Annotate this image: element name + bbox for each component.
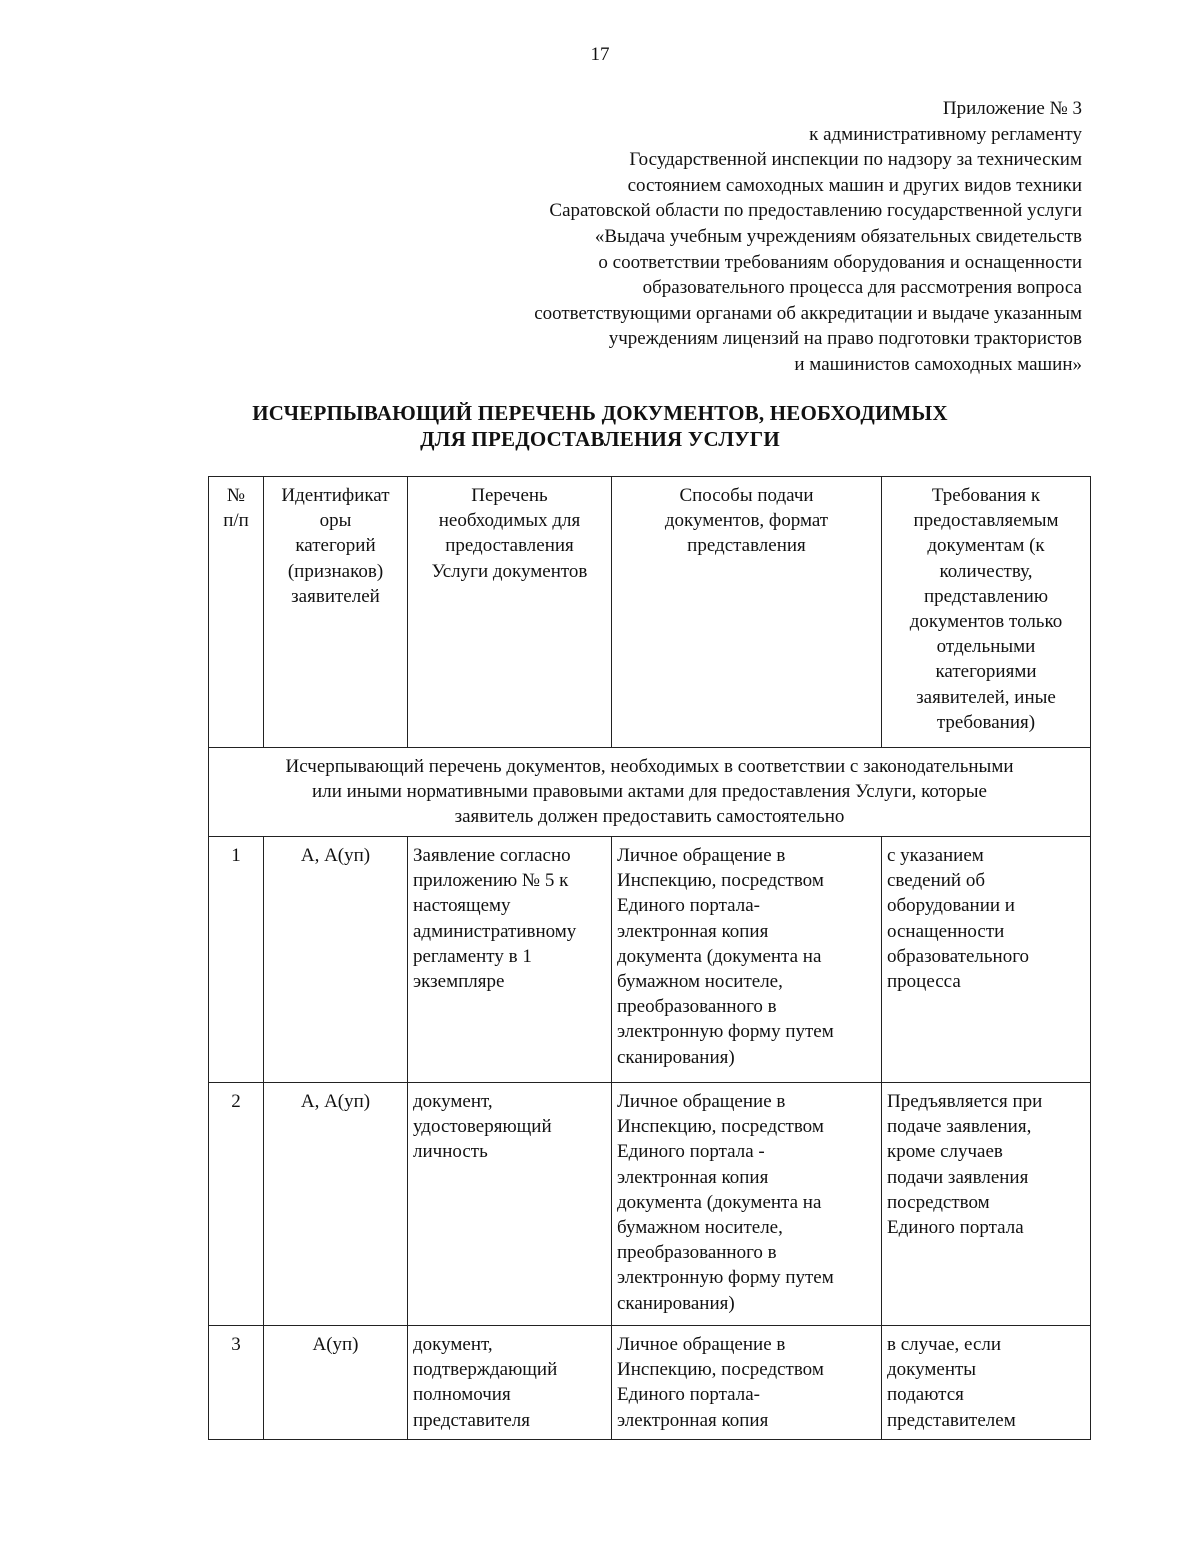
cell-category: А(уп) — [264, 1326, 408, 1440]
appendix-line: Саратовской области по предоставлению государственной услуги — [549, 200, 1082, 222]
cell-requirements: Предъявляется при подаче заявления, кроме случаев подачи заявления посредством Единого портала — [882, 1083, 1091, 1326]
page-number: 17 — [590, 44, 610, 65]
header-documents: Перечень необходимых для предоставления Услуги документов — [408, 477, 612, 748]
cell-number: 3 — [209, 1326, 264, 1440]
appendix-line: и машинистов самоходных машин» — [794, 353, 1082, 375]
table-row — [209, 1083, 1091, 1326]
cell-document: документ, удостоверяющий личность — [408, 1083, 612, 1326]
cell-category: А, А(уп) — [264, 1083, 408, 1326]
header-methods: Способы подачи документов, формат представления — [612, 477, 882, 748]
header-requirements: Требования к предоставляемым документам (к количеству, представлению документов только отдельными категориями заявителей, иные требования) — [882, 477, 1091, 748]
cell-document: документ, подтверждающий полномочия представителя — [408, 1326, 612, 1440]
cell-method: Личное обращение в Инспекцию, посредством Единого портала - электронная копия документа (документа на бумажном носителе, преобразованного в электронную форму путем сканирования) — [612, 1083, 882, 1326]
cell-category: А, А(уп) — [264, 837, 408, 1083]
appendix-line: состоянием самоходных машин и других видов техники — [627, 174, 1082, 196]
cell-document: Заявление согласно приложению № 5 к настоящему административному регламенту в 1 экземпляре — [408, 837, 612, 1083]
appendix-line: о соответствии требованиям оборудования и оснащенности — [598, 251, 1082, 273]
section-heading: Исчерпывающий перечень документов, необходимых в соответствии с законодательными или иными нормативными правовыми актами для предоставления Услуги, которые заявитель должен предоставить самостоятельно — [209, 748, 1091, 837]
document-title — [0, 400, 1200, 452]
cell-number: 1 — [209, 837, 264, 1083]
appendix-line: образовательного процесса для рассмотрения вопроса — [642, 277, 1082, 299]
appendix-line: «Выдача учебным учреждениям обязательных свидетельств — [594, 225, 1082, 247]
appendix-line: Приложение № 3 — [942, 98, 1082, 119]
title-line-1: ИСЧЕРПЫВАЮЩИЙ ПЕРЕЧЕНЬ ДОКУМЕНТОВ, НЕОБХОДИМЫХ — [252, 401, 948, 425]
cell-requirements: с указанием сведений об оборудовании и оснащенности образовательного процесса — [882, 837, 1091, 1083]
cell-requirements: в случае, если документы подаются представителем — [882, 1326, 1091, 1440]
cell-number: 2 — [209, 1083, 264, 1326]
appendix-header — [362, 96, 1082, 378]
table-row — [209, 1326, 1091, 1440]
table-header-row — [209, 477, 1091, 748]
title-line-2: ДЛЯ ПРЕДОСТАВЛЕНИЯ УСЛУГИ — [420, 427, 780, 451]
appendix-line: Государственной инспекции по надзору за техническим — [629, 149, 1082, 171]
table-row — [209, 837, 1091, 1083]
appendix-line: учреждениям лицензий на право подготовки трактористов — [608, 328, 1082, 350]
documents-table — [208, 476, 1091, 1440]
appendix-line: соответствующими органами об аккредитации и выдаче указанным — [534, 302, 1082, 324]
appendix-line: к административному регламенту — [809, 123, 1082, 145]
cell-method: Личное обращение в Инспекцию, посредством Единого портала- электронная копия документа (документа на бумажном носителе, преобразованного в электронную форму путем сканирования) — [612, 837, 882, 1083]
cell-method: Личное обращение в Инспекцию, посредством Единого портала- электронная копия — [612, 1326, 882, 1440]
header-category: Идентификат оры категорий (признаков) заявителей — [264, 477, 408, 748]
table-section-row — [209, 748, 1091, 837]
header-number: № п/п — [209, 477, 264, 748]
